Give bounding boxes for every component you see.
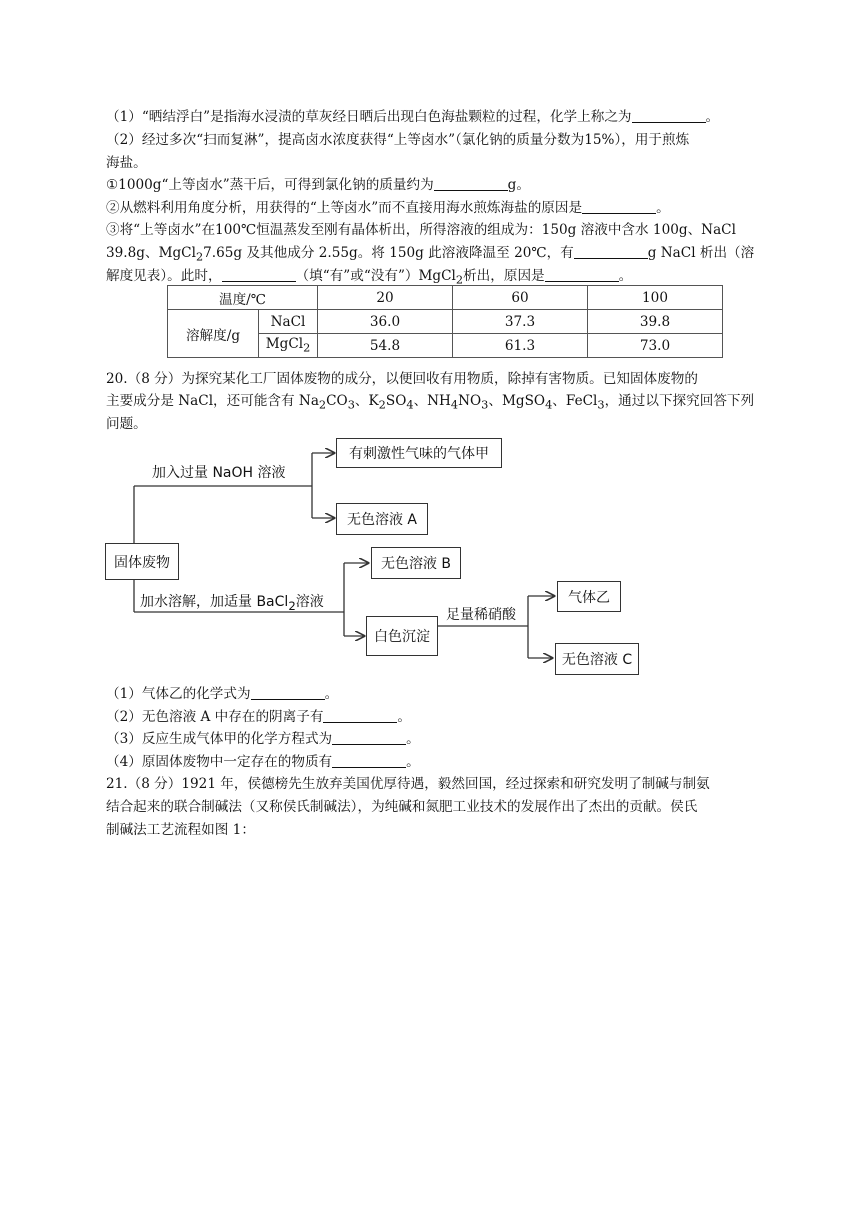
q20-text: 、NH xyxy=(413,393,451,409)
mgcl-label: MgCl xyxy=(265,336,304,353)
q20-intro-line3: 问题。 xyxy=(106,416,147,432)
subscript: 2 xyxy=(318,397,327,412)
table-cell: 36.0 xyxy=(318,310,453,334)
subscript: 4 xyxy=(406,397,414,412)
q19-part2-line1: （2）经过多次“扫而复淋”，提高卤水浓度获得“上等卤水”（氯化钠的质量分数为15%），用于煎炼 xyxy=(106,132,690,148)
table-cell: 20 xyxy=(318,286,453,310)
table-cell: 100 xyxy=(588,286,723,310)
q20-q1-text: （1）气体乙的化学式为 xyxy=(106,686,251,702)
q19-sub3-text-c: g NaCl 析出（溶 xyxy=(647,245,755,261)
q20-q4-text: （4）原固体废物中一定存在的物质有 xyxy=(106,754,333,770)
q19-sub3-text-d: 解度见表）。此时， xyxy=(106,268,222,284)
table-cell: 54.8 xyxy=(318,334,453,358)
q19-sub2-text: ②从燃料利用角度分析，用获得的“上等卤水”而不直接用海水煎炼海盐的原因是 xyxy=(106,200,583,216)
temp-header: 温度/℃ xyxy=(168,286,318,310)
subscript: 4 xyxy=(545,397,553,412)
subscript: 2 xyxy=(455,272,464,287)
table-cell: 39.8 xyxy=(588,310,723,334)
q20-q4 xyxy=(106,752,420,772)
subscript: 3 xyxy=(481,397,489,412)
solid-waste-box: 固体废物 xyxy=(105,543,179,580)
q20-text: ，通过以下探究回答下列 xyxy=(604,393,755,409)
solubility-label: 溶解度/g xyxy=(168,310,259,358)
q20-q4-end: 。 xyxy=(406,754,420,770)
answer-blank[interactable] xyxy=(332,730,406,745)
subscript: 2 xyxy=(288,598,296,613)
q21-line3: 制碱法工艺流程如图 1： xyxy=(106,822,255,838)
q20-q3 xyxy=(106,729,420,749)
q19-part2-line2: 海盐。 xyxy=(106,155,147,171)
q20-q1 xyxy=(106,684,338,704)
table-cell: 60 xyxy=(453,286,588,310)
table-cell: 73.0 xyxy=(588,334,723,358)
q20-text: CO xyxy=(326,393,348,409)
solution-c-box: 无色溶液 C xyxy=(555,643,639,675)
q19-part1-end: 。 xyxy=(705,109,720,125)
q19-sub3-text-f: 析出，原因是 xyxy=(463,268,545,284)
q20-q3-end: 。 xyxy=(406,731,420,747)
q19-part1-text: （1）“晒结浮白”是指海水浸渍的草灰经日晒后出现白色海盐颗粒的过程，化学上称之为 xyxy=(106,109,632,125)
q20-intro-line1: 20.（8 分）为探究某化工厂固体废物的成分，以便回收有用物质，除掉有害物质。已知固体废物的 xyxy=(106,371,698,387)
q21-line1: 21.（8 分）1921 年，侯德榜先生放弃美国优厚待遇，毅然回国，经过探索和研究发明了制碱与制氨 xyxy=(106,776,710,792)
q19-sub3-line1: ③将“上等卤水”在100℃恒温蒸发至刚有晶体析出，所得溶液的组成为：150g 溶液中含水 100g、NaCl xyxy=(106,222,736,238)
subscript: 2 xyxy=(378,397,386,412)
white-precipitate-box: 白色沉淀 xyxy=(366,616,438,656)
subscript: 4 xyxy=(450,397,459,412)
q20-text: SO xyxy=(385,393,407,409)
table-cell: NaCl xyxy=(259,310,318,334)
answer-blank[interactable] xyxy=(323,708,397,723)
q20-q2-end: 。 xyxy=(397,709,412,725)
step-bacl2-label xyxy=(140,591,324,613)
subscript: 3 xyxy=(347,397,355,412)
step-bacl2-end: 溶液 xyxy=(295,594,324,610)
subscript: 3 xyxy=(597,397,605,412)
subscript: 2 xyxy=(195,249,204,264)
q19-sub1-text: ①1000g“上等卤水”蒸干后，可得到氯化钠的质量约为 xyxy=(106,177,434,193)
q20-text: NO xyxy=(458,393,482,409)
answer-blank[interactable] xyxy=(332,753,406,768)
step-bacl2-text: 加水溶解，加适量 BaCl xyxy=(140,594,289,610)
gas-a-box: 有刺激性气味的气体甲 xyxy=(336,438,502,468)
q19-sub1-end: g。 xyxy=(507,177,530,193)
q20-text: 、FeCl xyxy=(552,393,598,409)
q20-text: 主要成分是 NaCl，还可能含有 Na xyxy=(106,393,319,409)
step-naoh-label: 加入过量 NaOH 溶液 xyxy=(152,465,286,481)
q20-text: 、K xyxy=(354,393,379,409)
q19-sub3-text-a: 39.8g、MgCl xyxy=(106,245,196,261)
q20-q3-text: （3）反应生成气体甲的化学方程式为 xyxy=(106,731,333,747)
q19-sub3-text-b: 7.65g 及其他成分 2.55g。将 150g 此溶液降温至 20℃，有 xyxy=(203,245,574,261)
solution-b-box: 无色溶液 B xyxy=(371,547,461,579)
q20-q2-text: （2）无色溶液 A 中存在的阴离子有 xyxy=(106,709,324,725)
table-cell: 61.3 xyxy=(453,334,588,358)
answer-blank[interactable] xyxy=(251,685,325,700)
solution-a-box: 无色溶液 A xyxy=(336,503,428,535)
q20-text: 、MgSO xyxy=(488,393,546,409)
q20-q2 xyxy=(106,707,411,727)
gas-b-box: 气体乙 xyxy=(557,581,621,612)
q19-sub3-text-e: （填“有”或“没有”）MgCl xyxy=(295,268,456,284)
q20-q1-end: 。 xyxy=(324,686,339,702)
table-cell: 37.3 xyxy=(453,310,588,334)
q21-line2: 结合起来的联合制碱法（又称侯氏制碱法），为纯碱和氮肥工业技术的发展作出了杰出的贡献。侯氏 xyxy=(106,799,698,815)
q19-sub2-end: 。 xyxy=(656,200,670,216)
step-hno3-label: 足量稀硝酸 xyxy=(446,607,516,623)
subscript: 2 xyxy=(303,340,311,355)
q19-sub3-text-g: 。 xyxy=(618,268,633,284)
